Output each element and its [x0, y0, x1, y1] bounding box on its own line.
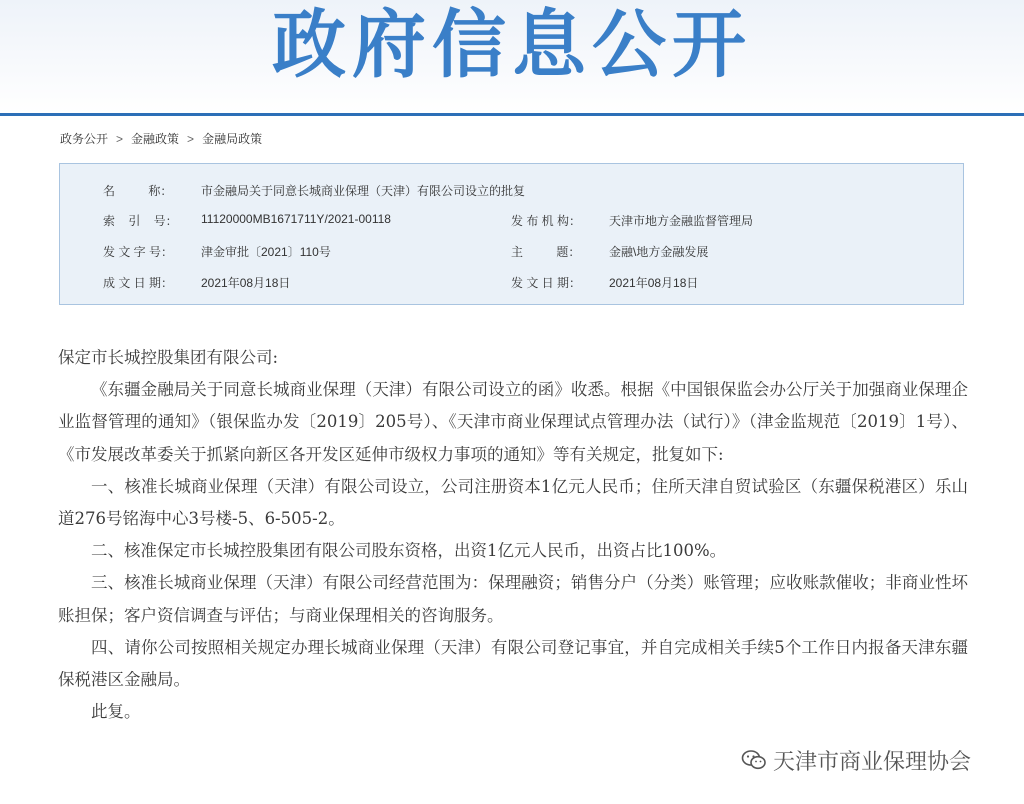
breadcrumb-separator: > [187, 132, 195, 146]
info-row-index [60, 212, 963, 232]
breadcrumb [60, 130, 262, 147]
breadcrumb-item-bureau-policy[interactable]: 金融局政策 [202, 132, 263, 146]
created-date-label: 成 文 日 期： [103, 276, 174, 290]
document-body [58, 342, 968, 728]
info-row-dates [60, 274, 963, 294]
docno-label: 发 文 字 号： [103, 245, 174, 259]
addressee: 保定市长城控股集团有限公司: [58, 348, 279, 367]
docno-value: 津金审批〔2021〕110号 [201, 245, 331, 259]
paragraph-item-1: 一、核准长城商业保理（天津）有限公司设立，公司注册资本1亿元人民币；住所天津自贸试验区（东疆保税港区）乐山道276号铭海中心3号楼-5、6-505-2。 [58, 476, 968, 529]
document-info-box [59, 163, 964, 305]
wechat-icon [741, 749, 767, 771]
issued-date-value: 2021年08月18日 [609, 276, 699, 290]
paragraph-intro: 《东疆金融局关于同意长城商业保理（天津）有限公司设立的函》收悉。根据《中国银保监会办公厅关于加强商业保理企业监督管理的通知》（银保监办发〔2019〕205号）、《天津市商业保理试点管理办法（试行）》（津金监规范〔2019〕1号）、《市发展改革委关于抓紧向新区各开发区延伸市级权力事项的通知》等有关规定，批复如下: [58, 380, 968, 464]
wechat-watermark [735, 742, 977, 778]
name-label: 名 称： [103, 184, 173, 198]
header-divider [0, 113, 1024, 116]
breadcrumb-item-gov-affairs[interactable]: 政务公开 [60, 132, 109, 146]
info-row-docno [60, 243, 963, 263]
paragraph-item-4: 四、请你公司按照相关规定办理长城商业保理（天津）有限公司登记事宜，并自完成相关手续5个工作日内报备天津东疆保税港区金融局。 [58, 637, 968, 690]
banner-title: 政府信息公开 [272, 2, 752, 88]
created-date-value: 2021年08月18日 [201, 276, 291, 290]
name-value: 市金融局关于同意长城商业保理（天津）有限公司设立的批复 [201, 184, 526, 198]
publisher-value: 天津市地方金融监督管理局 [609, 214, 754, 228]
header-banner [0, 0, 1024, 113]
info-row-name [60, 182, 963, 202]
subject-value: 金融\地方金融发展 [609, 245, 709, 259]
subject-label: 主 题： [511, 245, 581, 259]
breadcrumb-item-finance-policy[interactable]: 金融政策 [131, 132, 180, 146]
paragraph-closing: 此复。 [91, 702, 141, 722]
breadcrumb-separator: > [116, 132, 124, 146]
publisher-label: 发 布 机 构： [511, 214, 582, 228]
index-label: 索 引 号： [103, 214, 178, 228]
paragraph-item-3: 三、核准长城商业保理（天津）有限公司经营范围为：保理融资；销售分户（分类）账管理；应收账款催收；非商业性坏账担保；客户资信调查与评估；与商业保理相关的咨询服务。 [58, 573, 968, 625]
index-value: 11120000MB1671711Y/2021-00118 [201, 212, 391, 226]
issued-date-label: 发 文 日 期： [511, 276, 582, 290]
watermark-text: 天津市商业保理协会 [773, 749, 972, 775]
paragraph-item-2: 二、核准保定市长城控股集团有限公司股东资格，出资1亿元人民币，出资占比100%。 [91, 541, 727, 561]
